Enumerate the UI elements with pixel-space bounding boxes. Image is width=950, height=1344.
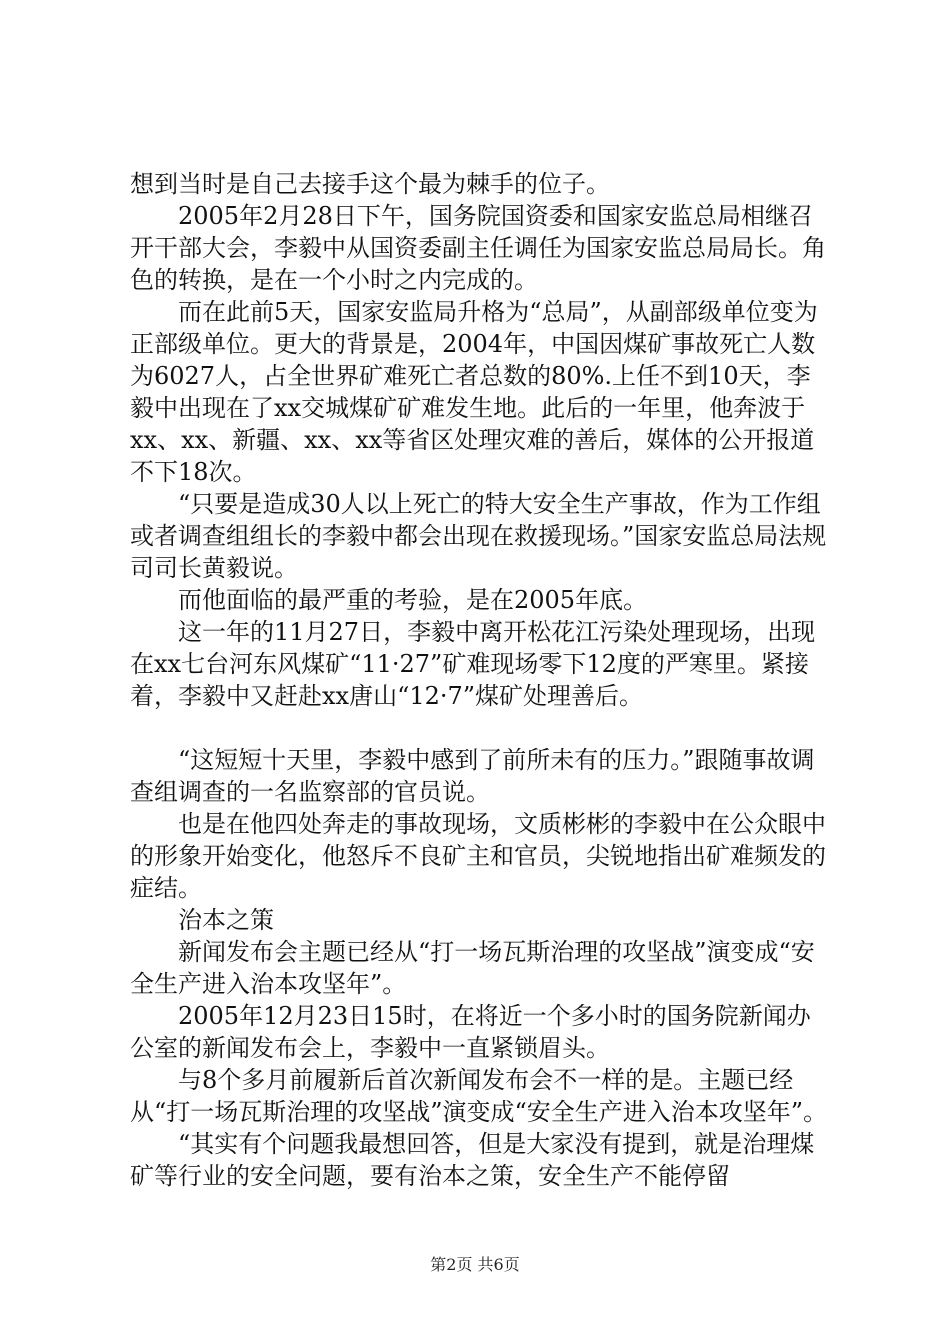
paragraph: 想到当时是自己去接手这个最为棘手的位子。 [130,170,610,198]
paragraph: “只要是造成30人以上死亡的特大安全生产事故，作为工作组或者调查组组长的李毅中都会出现在救援现场。”国家安监总局法规司司长黄毅说。 [130,490,827,582]
paragraph: 而他面临的最严重的考验，是在2005年底。 [130,586,648,614]
paragraph: 2005年2月28日下午，国务院国资委和国家安监总局相继召开干部大会，李毅中从国资委副主任调任为国家安监总局局长。角色的转换，是在一个小时之内完成的。 [130,202,826,294]
paragraph: 而在此前5天，国家安监局升格为“总局”，从副部级单位变为正部级单位。更大的背景是，2004年，中国因煤矿事故死亡人数为6027人，占全世界矿难死亡者总数的80%.上任不到10天，李毅中出现在了xx交城煤矿矿难发生地。此后的一年里，他奔波于xx、xx、新疆、xx、xx等省区处理灾难的善后，媒体的公开报道不下18次。 [130,298,818,486]
paragraph: “其实有个问题我最想回答，但是大家没有提到，就是治理煤矿等行业的安全问题，要有治本之策，安全生产不能停留 [130,1130,815,1190]
paragraph: 也是在他四处奔走的事故现场，文质彬彬的李毅中在公众眼中的形象开始变化，他怒斥不良矿主和官员，尖锐地指出矿难频发的症结。 [130,810,826,902]
paragraph: “这短短十天里，李毅中感到了前所未有的压力。”跟随事故调查组调查的一名监察部的官员说。 [130,746,815,806]
blank-line [130,712,830,744]
paragraph: 与8个多月前履新后首次新闻发布会不一样的是。主题已经从“打一场瓦斯治理的攻坚战”演变成“安全生产进入治本攻坚年”。 [130,1066,828,1126]
page-number-footer: 第2页 共6页 [430,1255,520,1274]
paragraph: 2005年12月23日15时，在将近一个多小时的国务院新闻办公室的新闻发布会上，李毅中一直紧锁眉头。 [130,1002,811,1062]
paragraph: 新闻发布会主题已经从“打一场瓦斯治理的攻坚战”演变成“安全生产进入治本攻坚年”。 [130,938,815,998]
section-heading: 治本之策 [130,906,274,934]
document-body [130,168,830,1192]
paragraph: 这一年的11月27日，李毅中离开松花江污染处理现场，出现在xx七台河东风煤矿“11·27”矿难现场零下12度的严寒里。紧接着，李毅中又赶赴xx唐山“12·7”煤矿处理善后。 [130,618,816,710]
